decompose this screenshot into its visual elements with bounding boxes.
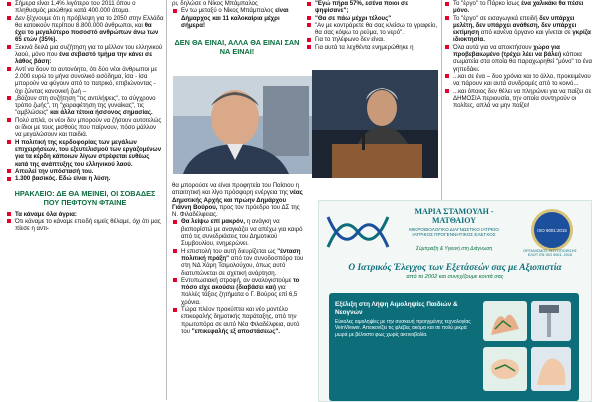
paragraph: Εν τω μεταξύ ο Νίκος Μπάμπαλος είναι Δήμαρχος και 11 καλοκαίρια μέχρι σήμερα! — [172, 7, 302, 29]
pull-quote: ΔΕΝ ΘΑ ΕΙΝΑΙ, ΑΛΛΑ ΘΑ ΕΙΝΑΙ ΣΑΝ ΝΑ ΕΙΝΑΙ! — [174, 38, 300, 56]
ad-subheadline: από το 2002 και συνεχίζουμε κοντά σας — [406, 274, 504, 280]
paragraph: Η πολιτική της κερδοφορίας των μεγάλων επιχειρήσεων, του εξευτελισμού των εργαζομένων για τα κέρδη κάποιων λίγων στρέφεται ευθέως κατά της ανάπτυξης του ελληνικού λαού. — [6, 139, 164, 168]
paragraph: Όλα αυτά για να αποκτήσουν χώρο για προβεβαιωμένο (τρέχει λέει να βάλει) κάποια σωματεία στα οποία θα παραχωρηθεί "μόνο" το ένα γηπεδάκι. — [444, 44, 596, 73]
lab-owner-name: ΜΑΡΙΑ ΣΤΑΜΟΥΛΗ - ΜΑΤΘΑΙΟΥ — [414, 207, 494, 225]
paragraph: "Θα σε πάω μέχρι τέλους" — [306, 15, 440, 22]
paragraph: 1.300 βασικός. Εδώ είναι η λύση. — [6, 175, 164, 182]
section-heading: ΗΡΑΚΛΕΙΟ: ΔΕ ΘΑ ΜΕΙΝΕΙ, ΟΙ ΣΟΒΑΔΕΣ ΠΟΥ ΠΕΦΤΟΥΝ ΦΤΑΙΝΕ — [14, 189, 156, 208]
paragraph: "Εγώ πήρα 57%, εσένα ποιοι σε ψηφίσανε"; — [306, 0, 440, 15]
article-column-1 — [6, 0, 164, 233]
paragraph: Πολύ απλά, οι νέοι δεν μπορούν να ζήσουν αυτοτελώς οι ίδιοι με τους μισθούς που παίρνουν, πόσο μάλλον να μεγαλώσουν και παιδιά. — [6, 117, 164, 139]
paragraph: θα μπορούσε να είναι προφητεία του Παίσιου η απαιτητική και λίγο πρόσφορη ενέργεια της νέας Δημοτικής Αρχής και πρώην Δημάρχου Γιάννη Βούρου, προς τον πρόεδρο του ΔΣ της Ν. Φιλαδέλφειας. — [172, 182, 303, 219]
paragraph: Τα κάναμε όλα άγρια: — [6, 211, 164, 218]
ad-headline: Ο Ιατρικός Έλεγχος των Εξετάσεών σας με Αξιοπιστία — [348, 263, 562, 273]
veinviewer-device-image — [481, 299, 573, 395]
portrait-photo — [173, 76, 315, 174]
paragraph: Για το τηλέφωνο δεν είναι. — [306, 36, 440, 43]
service-title: Εξέλιξη στη Λήψη Αιμοληψίες Παιδιών & Νεογνών — [335, 301, 458, 316]
paragraph: Ότι κάναμε το κάναμε επειδή ειμείς θέλαμε, όχι ότι μας πίεσε η αντι- — [6, 218, 164, 233]
paragraph: ...και όποιος δεν θέλει να πληρώνει για να παίζει σε ΔΗΜΟΣΙΑ περιουσία, την οποία συντηρούν οι πολίτες, απλά να μην παίζει! — [444, 88, 596, 110]
paragraph: Για αυτά τα λεχθέντα ενημερώθηκε η — [306, 44, 440, 51]
lab-subtitle: ΜΙΚΡΟΒΙΟΛΟΓΙΚΟ ΔΙΑΓΝΩΣΤΙΚΟ ΙΑΤΡΕΙΟ ΙΑΤΡΙΚΟΣ ΠΡΟΓΕΝΝΗΤΙΚΟΣ ΕΛΕΓΧΟΣ — [409, 227, 499, 238]
dna-logo-icon — [323, 207, 393, 257]
paragraph: Απειλεί την υπόστασή του. — [6, 168, 164, 175]
paragraph: Θα λείψω επί μακρόν, η ανάγκη να βιοπορίστώ με αναγκάζει να απέχω για καιρό από τις συνεδριάσεις του Δημοτικού Συμβουλίου, ενημερώνει. — [172, 218, 306, 247]
paragraph: ρι, δηλώσε ο Νίκος Μπάμπαλος — [172, 0, 258, 7]
paragraph: Η επιστολή του αυτή διευρίζεται ως "ένταση πολιτική πράξη" από τον συνοδοσπόρο του στη ΝΔ Χάρη Τσιμολούχου, όπως αυτό διατυπώνεται σε σχετική ανάρτηση. — [172, 248, 306, 277]
article-column-3 — [306, 0, 440, 51]
medical-lab-advertisement — [318, 200, 592, 402]
service-box — [329, 293, 579, 401]
column-separator — [166, 0, 167, 400]
paragraph: Αντί να δουν το αυτονόητο, ότι δύο νέοι άνθρωποι με 2.000 ευρώ το μήνα συνολικό εισόδημα, ίσα - ίσα μπορούν να φύγουν από το πατρικό, επιβιώνοντας - όχι ζώντας κανονική ζωή – — [6, 66, 164, 95]
paragraph: Το "έργο" το Πάρκο ίσως ένα χαλικάκι θα πέσει μόνο. — [444, 0, 596, 15]
speaker-photo — [312, 70, 438, 178]
paragraph: Ξεκινά δειλά μια συζήτηση για το μέλλον του ελληνικού λαού, μόνο που ένα σεβαστό τμήμα την κάνει σε λάθος βάση: — [6, 44, 164, 66]
paragraph: „Βάζουν στη συζήτηση "τις αντιλήψεις", το σύγχρονο τρόπο ζωής", τη "χειραφέτηση της γυναίκας", τις "αμβλώσεις" και άλλα τέτοια ήσσονος σημασίας. — [6, 95, 164, 117]
paragraph: Σήμερα είναι 1,4% λιγότερο του 2011 όπου ο πληθυσμός μειώθηκε κατά 400.000 άτομα. — [6, 0, 164, 15]
paragraph: Τώρα πλέον προκύπτει και νέο μοντέλο επικεφαλής δημοτικής παράταξης, από την πρωτοπόρα σε αυτό Νέα Φιλαδέλφεια, αυτό του "επικεφαλής εξ αποστάσεως". — [172, 306, 306, 335]
article-column-4 — [444, 0, 596, 109]
iso-seal-icon: ISO 9001:2015 — [531, 209, 573, 251]
certification-text: ΟΡΓΑΝΙΣΜΟΣ ΠΙΣΤΟΠΟΙΗΣΗΣ ΕΛΟΤ ΕΝ ISO 9001: 2015 — [523, 249, 577, 258]
paragraph: ...και σε ένα – δυο χρόνια και το άλλο, προκειμένου να πάρουν και αυτά συνδρομές από το κοινό... — [444, 73, 596, 88]
service-description: Εύκολες αιμοληψίες με την συσκευή προηγμένης τεχνολογίας VeinViewer. Απεικονίζει τις φλέβες ακόμα και σε πολύ μικρά μωρά με βέλτιστο φως χωρίς ακτινοβολία. — [335, 319, 471, 338]
paragraph: Το "έργο" σε εισαγωγικά επειδή δεν υπάρχει μελέτη, δεν υπάρχει ανάθεση, δεν υπάρχει εκτίμηση από κανένα όργανο και γίνεται σε γκρίζα ιδιοκτησία. — [444, 15, 596, 44]
article-column-2-body — [172, 182, 306, 335]
lab-tagline: Σύμπραξη & Υγιεινή στη Διάγνωση — [415, 245, 493, 252]
article-column-2 — [172, 0, 302, 56]
paragraph: Δεν ξέχνουμε ότι η πρόβλεψη για το 2050 στην Ελλάδα θα κατοικούν περίπου 8.800.000 άνθρωποι, και θα έχει το μεγαλύτερο ποσοστό ανθρώπων άνω των 65 ετών (35%). — [6, 15, 164, 44]
paragraph: "Αν με κοντράρετε θα σας κλείσω το γραφείο, θα σας κόψω το ρεύμα, το νερό". — [306, 22, 440, 37]
paragraph: Εντυπωσιακή στροφή, αν αναλογιστούμε το πόσο είχε ακούσει (διαβάσει και) για πολλές τάξεις ζητήματα ο Γ. Βούρος επί 6,5 χρόνια. — [172, 277, 306, 306]
